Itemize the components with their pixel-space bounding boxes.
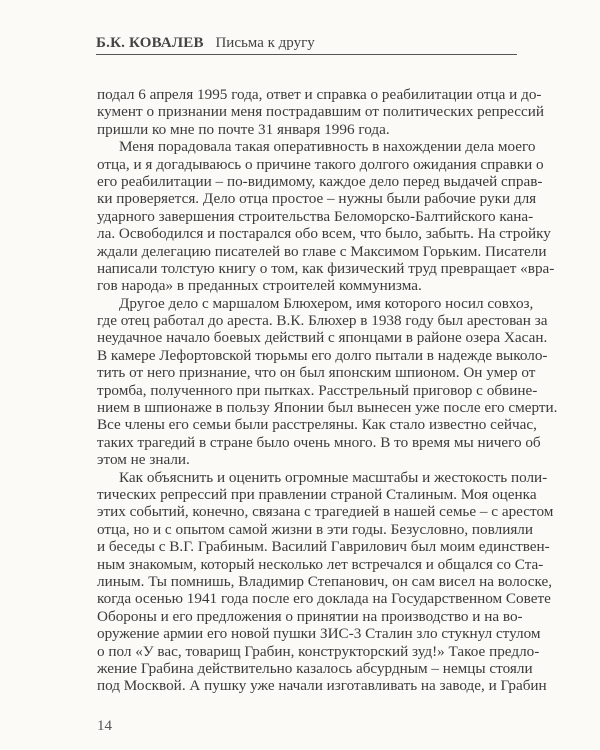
page-body-text (97, 86, 558, 695)
text-line: этих событий, конечно, связана с трагедией в нашей семье – с арестом (97, 503, 554, 521)
text-line: пришли ко мне по почте 31 января 1996 года. (97, 120, 390, 138)
text-line: его реабилитации – по-видимому, каждое дело перед выдачей справ- (97, 172, 543, 190)
text-line: Все члены его семьи были расстреляны. Как стало известно сейчас, (97, 416, 537, 434)
text-line: нием в шпионаже в пользу Японии был вынесен уже после его смерти. (97, 399, 558, 417)
running-header-title: Письма к другу (215, 35, 315, 51)
text-line: неудачное начало боевых действий с японцами в районе озера Хасан. (97, 329, 548, 347)
text-line: ки проверяется. Дело отца простое – нужны были рабочие руки для (97, 190, 537, 208)
text-line: подал 6 апреля 1995 года, ответ и справка о реабилитации отца и до- (97, 86, 542, 103)
header-rule (96, 54, 517, 55)
text-line: линым. Ты помнишь, Владимир Степанович, он сам висел на волоске, (97, 572, 553, 590)
text-line: отца, но и с опытом самой жизни в эти годы. Безусловно, повлияли (97, 520, 534, 538)
text-line: Как объяснить и оценить огромные масштабы и жестокость поли- (119, 468, 548, 486)
paragraph (97, 468, 554, 695)
text-line: о пол «У вас, товарищ Грабин, конструкторский зуд!» Такое предло- (97, 642, 540, 660)
text-line: Другое дело с маршалом Блюхером, имя которого носил совхоз, (119, 294, 534, 312)
text-line: тромба, полученного при пытках. Расстрельный приговор с обвине- (97, 381, 538, 399)
text-line: тить от него признание, что он был японским шпионом. Он умер от (97, 364, 536, 382)
text-line: таких трагедий в стране было очень много. В то время мы ничего об (97, 433, 541, 451)
text-line: Меня порадовала такая оперативность в нахождении дела моего (119, 138, 536, 156)
text-line: под Москвой. А пушку уже начали изготавливать на заводе, и Грабин (97, 677, 547, 695)
text-line: кумент о признании меня пострадавшим от политических репрессий (97, 103, 545, 121)
text-line: когда осенью 1941 года после его доклада на Государственном Совете (97, 590, 551, 608)
paragraph (97, 294, 558, 469)
text-line: оружение армии его новой пушки ЗИС-3 Сталин зло стукнул стулом (97, 625, 541, 643)
text-line: и беседы с В.Г. Грабиным. Василий Гаврилович был моим единствен- (97, 538, 550, 556)
text-line: отца, и я догадываюсь о причине такого долгого ожидания справки о (97, 155, 544, 173)
running-header-author: Б.К. КОВАЛЕВ (96, 35, 204, 51)
text-line: этом не знали. (97, 451, 190, 469)
text-line: гов народа» в преданных строителей коммунизма. (97, 277, 422, 295)
text-line: написали толстую книгу о том, как физический труд превращает «вра- (97, 259, 555, 277)
page-number: 14 (97, 718, 112, 734)
text-line: жение Грабина действительно казалось абсурдным – немцы стояли (97, 659, 533, 677)
text-line: ждали делегацию писателей во главе с Максимом Горьким. Писатели (97, 242, 547, 260)
paragraph (97, 138, 555, 295)
running-header (96, 35, 516, 52)
paragraph (97, 86, 545, 138)
text-line: ла. Освободился и постарался обо всем, что было, забыть. На стройку (97, 225, 551, 243)
text-line: где отец работал до ареста. В.К. Блюхер в 1938 году был арестован за (97, 312, 548, 330)
text-line: ударного завершения строительства Беломорско-Балтийского кана- (97, 207, 534, 225)
text-line: В камере Лефортовской тюрьмы его долго пытали в надежде выколо- (97, 346, 548, 364)
text-line: тических репрессий при правлении страной Сталиным. Моя оценка (97, 485, 537, 503)
text-line: ным знакомым, который несколько лет встречался и общался со Ста- (97, 555, 544, 573)
text-line: Обороны и его предложения о принятии на производство и на во- (97, 607, 523, 625)
